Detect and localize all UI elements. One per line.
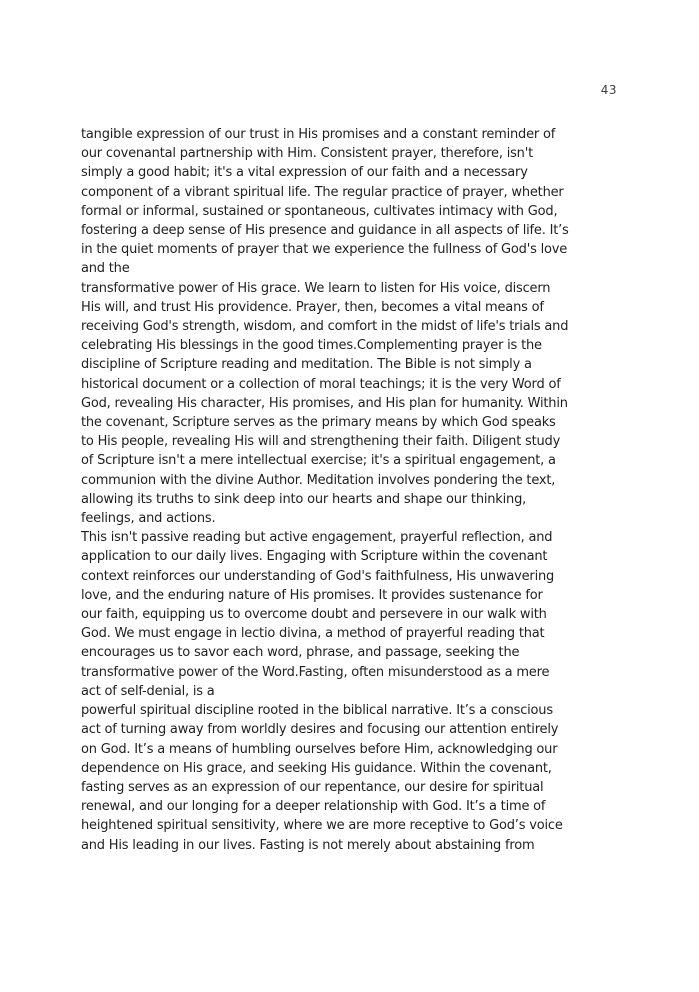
text-line: His will, and trust His providence. Prayer, then, becomes a vital means of (81, 299, 544, 315)
text-line: on God. It’s a means of humbling ourselves before Him, acknowledging our (81, 741, 558, 757)
text-line: love, and the enduring nature of His promises. It provides sustenance for (81, 587, 543, 603)
text-line: fasting serves as an expression of our repentance, our desire for spiritual (81, 779, 544, 795)
text-line: God, revealing His character, His promises, and His plan for humanity. Within (81, 395, 568, 411)
text-line: celebrating His blessings in the good times.Complementing prayer is the (81, 338, 542, 354)
page-number: 43 (600, 83, 617, 97)
text-line: allowing its truths to sink deep into our hearts and shape our thinking, (81, 491, 527, 507)
text-line: our faith, equipping us to overcome doubt and persevere in our walk with (81, 607, 547, 623)
text-line: communion with the divine Author. Meditation involves pondering the text, (81, 472, 556, 488)
text-line: act of turning away from worldly desires and focusing our attention entirely (81, 722, 559, 738)
text-line: the covenant, Scripture serves as the primary means by which God speaks (81, 415, 556, 431)
text-line: to His people, revealing His will and strengthening their faith. Diligent study (81, 434, 561, 450)
text-line: feelings, and actions. (81, 511, 216, 527)
text-line: heightened spiritual sensitivity, where we are more receptive to God’s voice (81, 818, 563, 834)
text-line: receiving God's strength, wisdom, and comfort in the midst of life's trials and (81, 319, 569, 335)
text-line: This isn't passive reading but active engagement, prayerful reflection, and (81, 530, 553, 546)
text-line: fostering a deep sense of His presence and guidance in all aspects of life. It’s (81, 223, 569, 239)
text-line: powerful spiritual discipline rooted in the biblical narrative. It’s a conscious (81, 703, 553, 719)
text-line: historical document or a collection of moral teachings; it is the very Word of (81, 376, 561, 392)
text-line: tangible expression of our trust in His promises and a constant reminder of (81, 127, 556, 142)
body-text (81, 125, 626, 855)
text-line: discipline of Scripture reading and meditation. The Bible is not simply a (81, 357, 532, 373)
text-line: formal or informal, sustained or spontaneous, cultivates intimacy with God, (81, 203, 558, 219)
text-line: component of a vibrant spiritual life. The regular practice of prayer, whether (81, 184, 564, 200)
text-line: dependence on His grace, and seeking His guidance. Within the covenant, (81, 760, 552, 776)
text-line: act of self-denial, is a (81, 683, 215, 699)
text-line: context reinforces our understanding of God's faithfulness, His unwavering (81, 568, 555, 584)
text-line: and the (81, 261, 130, 277)
text-line: encourages us to savor each word, phrase, and passage, seeking the (81, 645, 520, 661)
text-line: our covenantal partnership with Him. Consistent prayer, therefore, isn't (81, 146, 533, 162)
text-line: transformative power of His grace. We learn to listen for His voice, discern (81, 280, 551, 296)
text-line: of Scripture isn't a mere intellectual exercise; it's a spiritual engagement, a (81, 453, 556, 469)
text-line: in the quiet moments of prayer that we experience the fullness of God's love (81, 242, 568, 258)
text-line: transformative power of the Word.Fasting, often misunderstood as a mere (81, 664, 550, 680)
text-line: God. We must engage in lectio divina, a method of prayerful reading that (81, 626, 545, 642)
text-line: renewal, and our longing for a deeper relationship with God. It’s a time of (81, 799, 546, 815)
text-line: application to our daily lives. Engaging with Scripture within the covenant (81, 549, 548, 565)
text-line: simply a good habit; it's a vital expression of our faith and a necessary (81, 165, 528, 181)
text-line: and His leading in our lives. Fasting is not merely about abstaining from (81, 837, 535, 853)
